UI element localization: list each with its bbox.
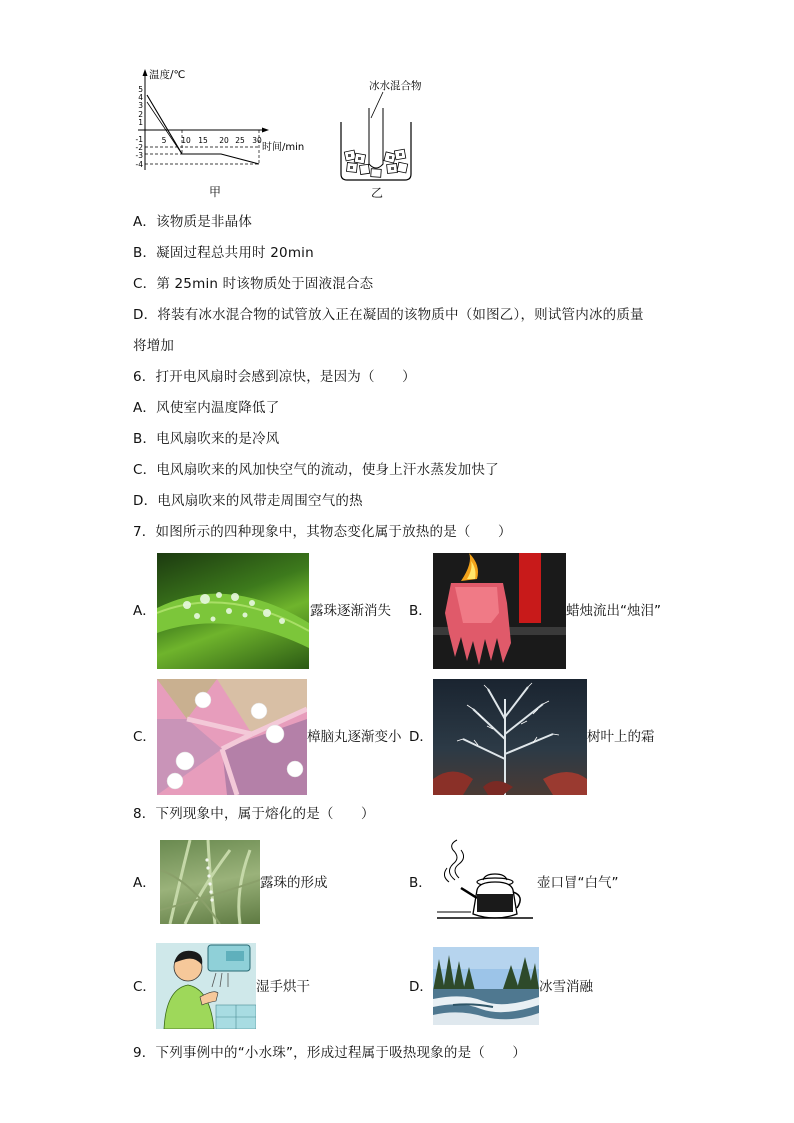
y-tick: 1 [138, 118, 143, 127]
y-tick: 3 [138, 101, 143, 110]
q5-option-c: C．第 25min 时该物质处于固液混合态 [133, 276, 374, 292]
y-tick: 4 [138, 93, 143, 102]
q8-option-c-caption: 湿手烘干 [256, 979, 310, 995]
x-tick: 15 [198, 136, 208, 145]
dew-leaf-image [157, 553, 309, 669]
y-axis-label: 温度/℃ [149, 69, 186, 81]
q6-option-b: B．电风扇吹来的是冷风 [133, 431, 280, 447]
q5-option-b: B．凝固过程总共用时 20min [133, 245, 314, 261]
q7-option-c-caption: 樟脑丸逐渐变小 [307, 729, 402, 745]
candle-wax-image [433, 553, 566, 669]
q8-stem: 8．下列现象中，属于熔化的是（ ） [133, 806, 375, 822]
figure-yi-beaker [333, 74, 463, 184]
q7-option-a-caption: 露珠逐渐消失 [310, 603, 391, 619]
q7-option-b-caption: 蜡烛流出“烛泪” [566, 603, 661, 619]
ice-water-label: 冰水混合物 [369, 80, 422, 92]
frost-leaves-image [433, 679, 587, 795]
figure-jia-graph [133, 66, 318, 186]
y-tick: -1 [135, 135, 143, 144]
q6-stem: 6．打开电风扇时会感到凉快，是因为（ ） [133, 369, 416, 385]
q8-option-c-letter: C． [133, 979, 156, 995]
x-tick: 5 [161, 136, 167, 145]
figure-jia-caption: 甲 [209, 185, 222, 199]
q7-option-b-letter: B． [409, 603, 432, 619]
hand-dryer-image [156, 943, 256, 1029]
q7-option-d-letter: D． [409, 729, 433, 745]
q8-option-b-caption: 壶口冒“白气” [537, 875, 619, 891]
x-tick: 20 [219, 136, 229, 145]
q5-option-d: D．将装有冰水混合物的试管放入正在凝固的该物质中（如图乙），则试管内冰的质量 [133, 307, 644, 323]
q5-option-d-continued: 将增加 [133, 338, 175, 354]
q7-option-c-letter: C． [133, 729, 156, 745]
y-tick: -4 [135, 160, 143, 169]
q6-option-c: C．电风扇吹来的风加快空气的流动，使身上汗水蒸发加快了 [133, 462, 499, 478]
q7-option-a-letter: A． [133, 603, 156, 619]
x-tick: 10 [181, 136, 191, 145]
y-tick: 5 [138, 85, 143, 94]
melting-snow-image [433, 947, 539, 1025]
q5-option-a: A．该物质是非晶体 [133, 214, 253, 230]
dew-grass-image [160, 840, 260, 924]
q8-option-a-letter: A． [133, 875, 156, 891]
x-tick: 25 [235, 136, 245, 145]
camphor-balls-image [157, 679, 307, 795]
q6-option-a: A．风使室内温度降低了 [133, 400, 280, 416]
q7-stem: 7．如图所示的四种现象中，其物态变化属于放热的是（ ） [133, 524, 512, 540]
x-tick: 30 [252, 136, 262, 145]
q8-option-d-caption: 冰雪消融 [539, 979, 593, 995]
y-tick: -2 [135, 143, 143, 152]
y-tick: 2 [138, 110, 143, 119]
x-axis-label: 时间/min [262, 142, 305, 153]
q6-option-d: D．电风扇吹来的风带走周围空气的热 [133, 493, 363, 509]
y-tick: -3 [135, 151, 143, 160]
kettle-steam-image [437, 838, 533, 928]
q7-option-d-caption: 树叶上的霜 [587, 729, 655, 745]
figure-yi-caption: 乙 [371, 186, 384, 200]
q8-option-a-caption: 露珠的形成 [260, 875, 328, 891]
q9-stem: 9．下列事例中的“小水珠”，形成过程属于吸热现象的是（ ） [133, 1045, 527, 1061]
q8-option-d-letter: D． [409, 979, 433, 995]
q8-option-b-letter: B． [409, 875, 432, 891]
